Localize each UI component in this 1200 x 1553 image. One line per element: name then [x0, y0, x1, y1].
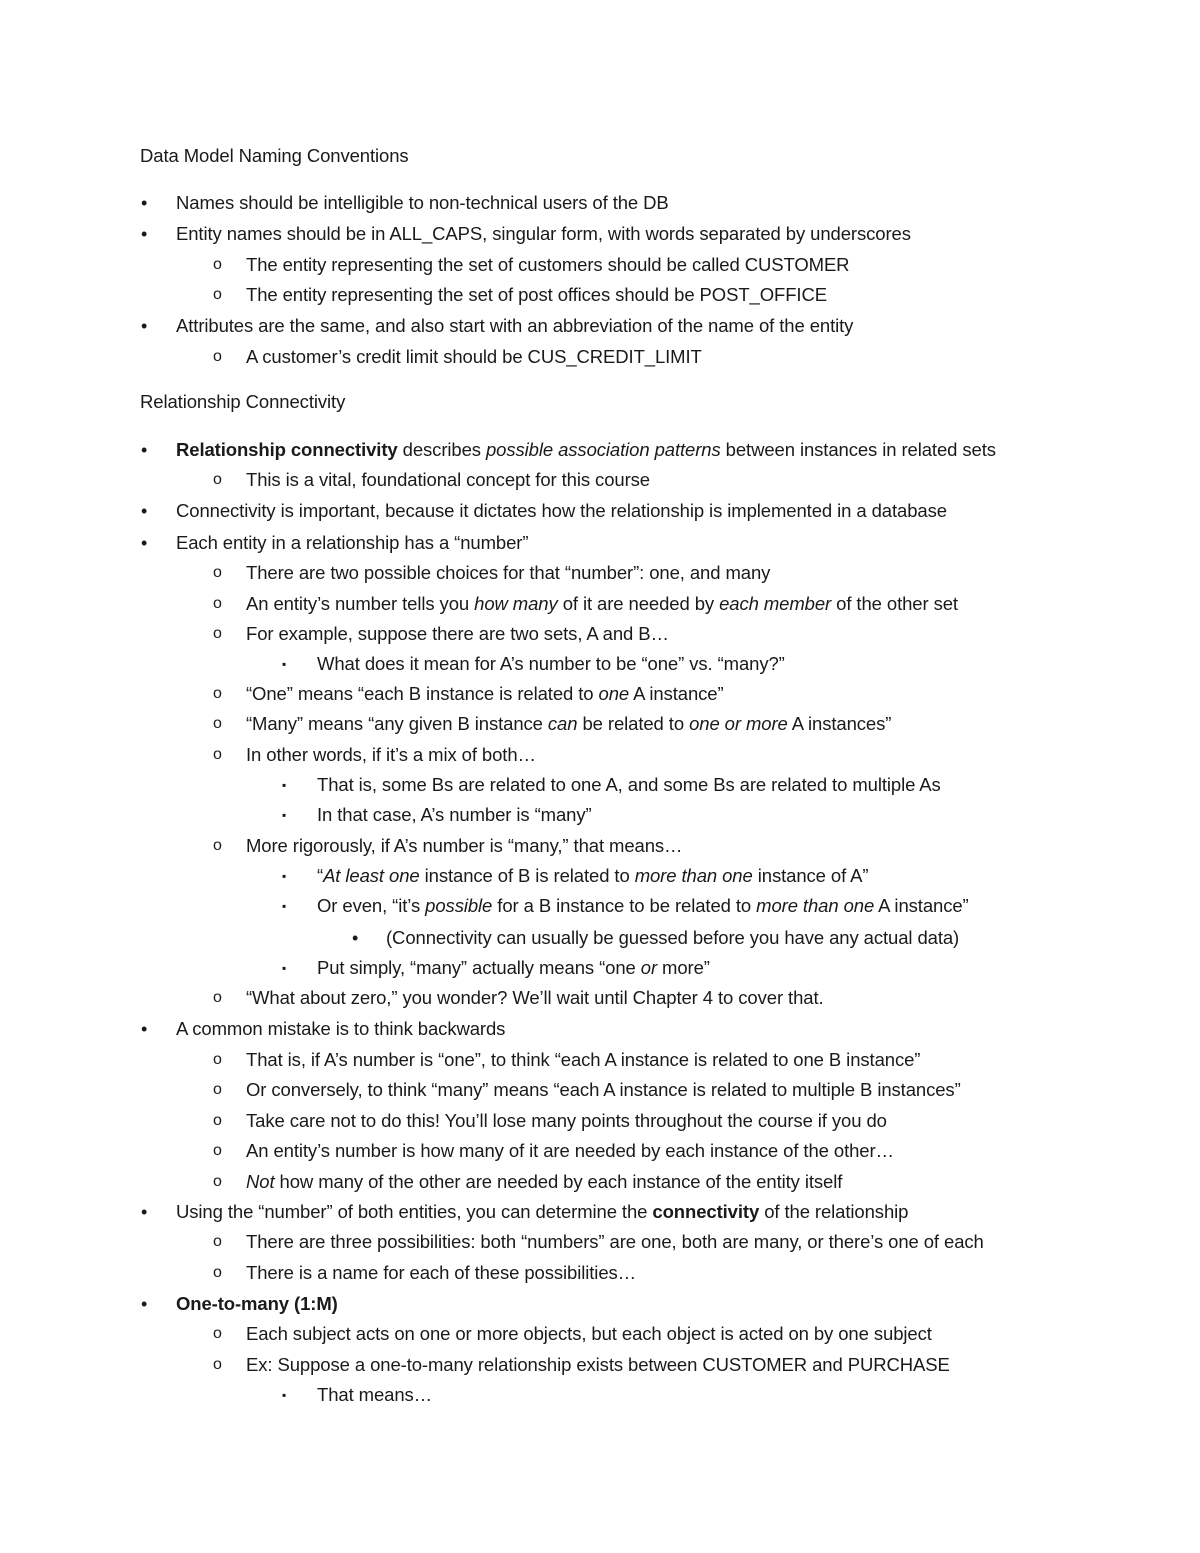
text-run: of the relationship — [759, 1201, 909, 1222]
bullet-marker: • — [141, 1294, 148, 1314]
italic-term: how many — [474, 593, 558, 614]
bullet-marker: • — [141, 501, 148, 521]
text-run: of it are needed by — [557, 593, 720, 614]
italic-term: more than one — [634, 865, 753, 886]
bullet-marker: • — [141, 533, 148, 553]
section-heading-relationship-connectivity: Relationship Connectivity — [140, 391, 346, 412]
sub-bullet-marker: o — [213, 625, 222, 642]
italic-term: or — [640, 957, 657, 978]
bullet-marker: • — [141, 440, 148, 460]
list-item — [317, 956, 710, 980]
text-run: how many of the other are needed by each instance of the entity itself — [274, 1171, 843, 1192]
list-item: An entity’s number is how many of it are needed by each instance of the other… — [246, 1140, 894, 1161]
text-run: Using the “number” of both entities, you can determine the — [176, 1201, 653, 1222]
square-bullet-marker: ▪ — [282, 899, 287, 913]
italic-term: can — [547, 713, 578, 734]
text-run: more” — [657, 957, 710, 978]
italic-term: possible association patterns — [485, 439, 721, 460]
text-run: Put simply, “many” actually means “one — [317, 957, 641, 978]
bullet-marker: • — [141, 193, 148, 213]
list-item: More rigorously, if A’s number is “many,” that means… — [246, 835, 683, 856]
sub-bullet-marker: o — [213, 715, 222, 732]
section-heading-naming-conventions: Data Model Naming Conventions — [140, 145, 409, 166]
list-item: Take care not to do this! You’ll lose many points throughout the course if you do — [246, 1110, 887, 1131]
italic-term: each member — [719, 593, 832, 614]
sub-bullet-marker: o — [213, 471, 222, 488]
text-run: for a B instance to be related to — [492, 895, 757, 916]
text-run: instance of B is related to — [419, 865, 635, 886]
list-item: (Connectivity can usually be guessed before you have any actual data) — [386, 927, 960, 948]
list-item: Each subject acts on one or more objects, but each object is acted on by one subject — [246, 1323, 932, 1344]
list-item: Names should be intelligible to non-technical users of the DB — [176, 192, 669, 213]
list-item: In other words, if it’s a mix of both… — [246, 744, 536, 765]
square-bullet-marker: ▪ — [282, 778, 287, 792]
sub-bullet-marker: o — [213, 1325, 222, 1342]
text-run: “ — [317, 865, 324, 886]
text-run: “One” means “each B instance is related to — [246, 683, 599, 704]
bullet-marker: • — [141, 316, 148, 336]
sub-bullet-marker: o — [213, 286, 222, 303]
text-run: A instance” — [629, 683, 724, 704]
list-item: The entity representing the set of post offices should be POST_OFFICE — [246, 284, 827, 305]
sub-bullet-marker: o — [213, 1356, 222, 1373]
list-item — [246, 592, 958, 616]
bullet-marker: • — [352, 928, 359, 948]
list-item: There is a name for each of these possibilities… — [246, 1262, 637, 1283]
text-run: “Many” means “any given B instance — [246, 713, 548, 734]
text-run: of the other set — [831, 593, 958, 614]
bold-term: Relationship connectivity — [176, 439, 398, 460]
list-item: That means… — [317, 1384, 433, 1405]
list-item — [246, 712, 891, 736]
list-item: This is a vital, foundational concept for this course — [246, 469, 650, 490]
italic-term: more than one — [756, 895, 875, 916]
list-item — [176, 438, 996, 462]
text-run: between instances in related sets — [720, 439, 996, 460]
list-item — [246, 682, 724, 706]
list-item: For example, suppose there are two sets, A and B… — [246, 623, 669, 644]
sub-bullet-marker: o — [213, 1112, 222, 1129]
bold-term: connectivity — [652, 1201, 760, 1222]
list-item — [317, 894, 969, 918]
italic-term: possible — [425, 895, 493, 916]
sub-bullet-marker: o — [213, 1142, 222, 1159]
sub-bullet-marker: o — [213, 1051, 222, 1068]
list-item: A common mistake is to think backwards — [176, 1018, 506, 1039]
list-item — [317, 864, 868, 888]
list-item: In that case, A’s number is “many” — [317, 804, 592, 825]
square-bullet-marker: ▪ — [282, 808, 287, 822]
list-item: What does it mean for A’s number to be “one” vs. “many?” — [317, 653, 785, 674]
list-item: There are three possibilities: both “numbers” are one, both are many, or there’s one of each — [246, 1231, 984, 1252]
italic-term: Not — [246, 1171, 275, 1192]
text-run: An entity’s number tells you — [246, 593, 475, 614]
text-run: Or even, “it’s — [317, 895, 426, 916]
sub-bullet-marker: o — [213, 1173, 222, 1190]
sub-bullet-marker: o — [213, 685, 222, 702]
text-run: be related to — [577, 713, 690, 734]
square-bullet-marker: ▪ — [282, 1388, 287, 1402]
list-item: There are two possible choices for that “number”: one, and many — [246, 562, 771, 583]
list-item — [176, 1292, 338, 1316]
sub-bullet-marker: o — [213, 595, 222, 612]
list-item — [246, 1170, 842, 1194]
sub-bullet-marker: o — [213, 837, 222, 854]
bullet-marker: • — [141, 1019, 148, 1039]
sub-bullet-marker: o — [213, 746, 222, 763]
list-item: That is, some Bs are related to one A, and some Bs are related to multiple As — [317, 774, 941, 795]
text-run: A instances” — [787, 713, 892, 734]
list-item: That is, if A’s number is “one”, to think “each A instance is related to one B instance” — [246, 1049, 921, 1070]
list-item: Attributes are the same, and also start with an abbreviation of the name of the entity — [176, 315, 854, 336]
text-run: A instance” — [874, 895, 969, 916]
sub-bullet-marker: o — [213, 256, 222, 273]
sub-bullet-marker: o — [213, 989, 222, 1006]
list-item: Entity names should be in ALL_CAPS, singular form, with words separated by underscores — [176, 223, 911, 244]
text-run: instance of A” — [752, 865, 869, 886]
sub-bullet-marker: o — [213, 564, 222, 581]
text-run: describes — [397, 439, 486, 460]
sub-bullet-marker: o — [213, 1081, 222, 1098]
bullet-marker: • — [141, 224, 148, 244]
bold-term: One-to-many (1:M) — [176, 1293, 338, 1314]
list-item: A customer’s credit limit should be CUS_CREDIT_LIMIT — [246, 346, 702, 367]
list-item: Connectivity is important, because it dictates how the relationship is implemented in a database — [176, 500, 947, 521]
list-item: The entity representing the set of customers should be called CUSTOMER — [246, 254, 850, 275]
list-item — [176, 1200, 908, 1224]
italic-term: At least one — [323, 865, 420, 886]
bullet-marker: • — [141, 1202, 148, 1222]
square-bullet-marker: ▪ — [282, 657, 287, 671]
sub-bullet-marker: o — [213, 1264, 222, 1281]
italic-term: one — [598, 683, 630, 704]
list-item: Each entity in a relationship has a “number” — [176, 532, 529, 553]
list-item: Or conversely, to think “many” means “each A instance is related to multiple B instances” — [246, 1079, 961, 1100]
square-bullet-marker: ▪ — [282, 961, 287, 975]
list-item: Ex: Suppose a one-to-many relationship exists between CUSTOMER and PURCHASE — [246, 1354, 950, 1375]
list-item: “What about zero,” you wonder? We’ll wait until Chapter 4 to cover that. — [246, 987, 824, 1008]
sub-bullet-marker: o — [213, 1233, 222, 1250]
sub-bullet-marker: o — [213, 348, 222, 365]
italic-term: one or more — [689, 713, 788, 734]
square-bullet-marker: ▪ — [282, 869, 287, 883]
